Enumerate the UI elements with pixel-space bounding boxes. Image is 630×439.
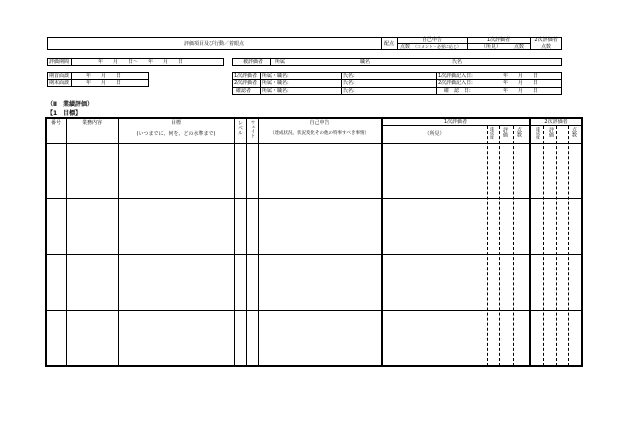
first-score-label: 点数 bbox=[514, 44, 525, 50]
self-report-label: 自己申告 bbox=[421, 37, 442, 43]
header-title: 評価項目及び行動／着眼点 bbox=[183, 41, 244, 47]
col-first-rater: 1次評価者 bbox=[443, 119, 468, 125]
col-self: 自己申告 bbox=[309, 120, 330, 126]
col-second-rater: 2次評価者 bbox=[544, 119, 568, 125]
goal-table bbox=[45, 117, 583, 367]
col-points-2: 点数 bbox=[571, 127, 577, 137]
haiten-label: 配点 bbox=[383, 41, 394, 47]
col-self-sub: （達成状況、状況変化その他の特事すべき事情） bbox=[270, 131, 369, 136]
comment-note: （コメント・必要に応じ） bbox=[413, 44, 461, 49]
rater-name-1: 氏名: bbox=[343, 73, 355, 79]
col-achieve: 達成度 bbox=[490, 127, 495, 139]
second-score-label: 点数 bbox=[540, 44, 551, 50]
interview-date-1: 年 月 日 bbox=[86, 73, 122, 79]
section-subtitle: 【1 目標】 bbox=[47, 110, 82, 117]
rater-entry-2: 2次評価記入日: bbox=[438, 80, 473, 86]
col-first-sub: （所見） bbox=[424, 131, 445, 137]
col-level: レベル bbox=[237, 120, 243, 135]
rater-label-3: 確認者 bbox=[236, 88, 252, 94]
first-rater-label: 1次評価者 bbox=[486, 37, 511, 43]
rater-entry-1: 1次評価記入日: bbox=[438, 73, 473, 79]
self-score-label: 点数 bbox=[400, 44, 411, 50]
section-title: （Ⅱ 業績評価） bbox=[47, 101, 93, 108]
rater-name-3: 氏名: bbox=[343, 88, 355, 94]
target-position: 職名 bbox=[360, 59, 371, 65]
period-label: 評価期間 bbox=[49, 59, 70, 65]
target-label: 被評価者 bbox=[243, 59, 264, 65]
rater-date-1: 年 月 日 bbox=[503, 73, 539, 79]
col-goal-sub: (いつまでに、何を、どの水準まで) bbox=[136, 131, 216, 137]
col-points: 点数 bbox=[516, 127, 522, 137]
col-weight: ウェイト bbox=[250, 120, 255, 138]
col-no: 番号 bbox=[50, 120, 61, 126]
col-eval: 評価 bbox=[502, 127, 508, 137]
rater-aff-1: 所属・職名: bbox=[262, 73, 289, 79]
interview-label-2: 期末面談 bbox=[49, 80, 70, 86]
rater-date-3: 年 月 日 bbox=[503, 88, 539, 94]
rater-name-2: 氏名: bbox=[343, 80, 355, 86]
target-affiliation: 所属 bbox=[275, 59, 286, 65]
rater-aff-3: 所属・職名: bbox=[262, 88, 289, 94]
second-rater-label: 2次評価者 bbox=[534, 37, 558, 43]
target-name: 氏名 bbox=[452, 59, 463, 65]
rater-label-2: 2次評価者 bbox=[234, 80, 258, 86]
interview-label-1: 期首面談 bbox=[49, 73, 70, 79]
col-goal: 目標 bbox=[170, 120, 181, 126]
period-text: 年 月 日～ 年 月 日 bbox=[98, 59, 184, 65]
rater-aff-2: 所属・職名: bbox=[262, 80, 289, 86]
rater-label-1: 1次評価者 bbox=[234, 73, 258, 79]
col-content: 業務内容 bbox=[81, 120, 102, 126]
interview-date-2: 年 月 日 bbox=[86, 80, 122, 86]
col-eval-2: 評価 bbox=[548, 127, 554, 137]
shoken-label: （所見） bbox=[481, 44, 502, 50]
col-achieve-2: 達成度 bbox=[536, 127, 541, 139]
rater-date-2: 年 月 日 bbox=[503, 80, 539, 86]
rater-entry-3: 確 認 日: bbox=[444, 88, 471, 94]
